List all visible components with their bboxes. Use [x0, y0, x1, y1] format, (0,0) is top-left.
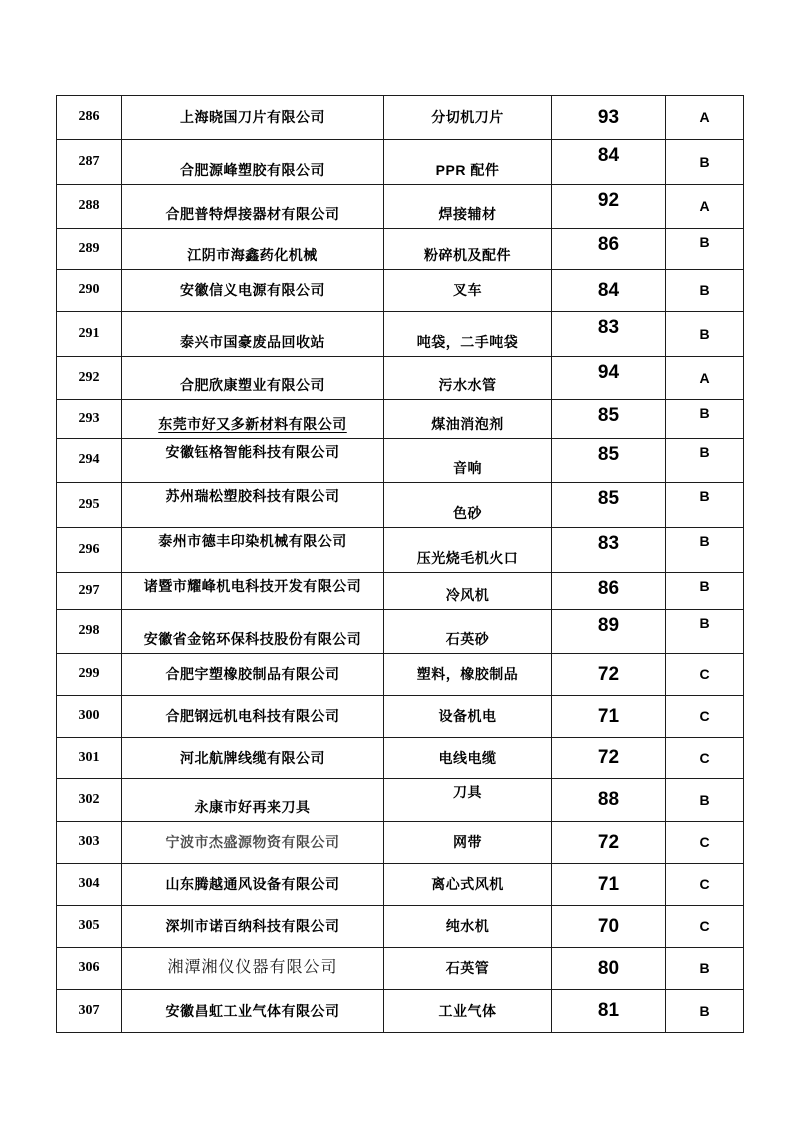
row-number-cell: 291: [57, 312, 122, 357]
score-cell: 88: [552, 779, 666, 822]
row-number-cell: 295: [57, 483, 122, 528]
grade-cell: B: [666, 948, 744, 990]
grade-cell: C: [666, 696, 744, 738]
grade-cell: B: [666, 610, 744, 654]
row-number-cell: 293: [57, 400, 122, 439]
product-cell: 刀具: [384, 779, 552, 822]
score-cell: 85: [552, 400, 666, 439]
table-row: [57, 779, 744, 822]
grade-cell: B: [666, 400, 744, 439]
product-cell: 焊接辅材: [384, 185, 552, 229]
table-row: [57, 990, 744, 1033]
score-cell: 84: [552, 270, 666, 312]
score-cell: 94: [552, 357, 666, 400]
product-cell: 音响: [384, 439, 552, 483]
product-cell: 石英管: [384, 948, 552, 990]
row-number-cell: 288: [57, 185, 122, 229]
row-number-cell: 306: [57, 948, 122, 990]
table-row: [57, 357, 744, 400]
score-cell: 81: [552, 990, 666, 1033]
score-cell: 83: [552, 528, 666, 573]
table-row: [57, 864, 744, 906]
product-cell: 色砂: [384, 483, 552, 528]
grade-cell: B: [666, 779, 744, 822]
product-cell: 网带: [384, 822, 552, 864]
row-number-cell: 289: [57, 229, 122, 270]
grade-cell: B: [666, 573, 744, 610]
table-row: [57, 610, 744, 654]
grade-cell: C: [666, 654, 744, 696]
grade-cell: A: [666, 357, 744, 400]
table-body: [57, 96, 744, 1033]
company-cell: 苏州瑞松塑胶科技有限公司: [122, 483, 384, 528]
score-cell: 72: [552, 654, 666, 696]
grade-cell: C: [666, 864, 744, 906]
table-row: [57, 696, 744, 738]
supplier-rating-table: [56, 95, 744, 1033]
table-row: [57, 654, 744, 696]
grade-cell: B: [666, 312, 744, 357]
row-number-cell: 304: [57, 864, 122, 906]
product-cell: 石英砂: [384, 610, 552, 654]
grade-cell: B: [666, 439, 744, 483]
company-cell: 江阴市海鑫药化机械: [122, 229, 384, 270]
product-cell: 叉车: [384, 270, 552, 312]
score-cell: 84: [552, 140, 666, 185]
row-number-cell: 296: [57, 528, 122, 573]
grade-cell: B: [666, 140, 744, 185]
row-number-cell: 290: [57, 270, 122, 312]
grade-cell: C: [666, 906, 744, 948]
table-row: [57, 140, 744, 185]
grade-cell: A: [666, 185, 744, 229]
score-cell: 86: [552, 229, 666, 270]
company-cell: 山东腾越通风设备有限公司: [122, 864, 384, 906]
company-cell: 合肥钢远机电科技有限公司: [122, 696, 384, 738]
grade-cell: B: [666, 270, 744, 312]
row-number-cell: 305: [57, 906, 122, 948]
table-row: [57, 439, 744, 483]
row-number-cell: 286: [57, 96, 122, 140]
score-cell: 71: [552, 696, 666, 738]
grade-cell: B: [666, 528, 744, 573]
product-cell: 分切机刀片: [384, 96, 552, 140]
product-cell: 离心式风机: [384, 864, 552, 906]
company-cell: 湘潭湘仪仪器有限公司: [122, 948, 384, 990]
score-cell: 70: [552, 906, 666, 948]
table-row: [57, 906, 744, 948]
grade-cell: B: [666, 483, 744, 528]
grade-cell: B: [666, 229, 744, 270]
product-cell: 吨袋，二手吨袋: [384, 312, 552, 357]
product-cell: 设备机电: [384, 696, 552, 738]
table-row: [57, 270, 744, 312]
score-cell: 86: [552, 573, 666, 610]
table-row: [57, 738, 744, 779]
company-cell: 安徽信义电源有限公司: [122, 270, 384, 312]
table-row: [57, 229, 744, 270]
company-cell: 泰兴市国豪废品回收站: [122, 312, 384, 357]
row-number-cell: 292: [57, 357, 122, 400]
score-cell: 80: [552, 948, 666, 990]
row-number-cell: 303: [57, 822, 122, 864]
company-cell: 安徽昌虹工业气体有限公司: [122, 990, 384, 1033]
company-cell: 泰州市德丰印染机械有限公司: [122, 528, 384, 573]
company-cell: 合肥普特焊接器材有限公司: [122, 185, 384, 229]
table-row: [57, 185, 744, 229]
company-cell: 安徽省金铭环保科技股份有限公司: [122, 610, 384, 654]
score-cell: 72: [552, 822, 666, 864]
grade-cell: A: [666, 96, 744, 140]
table-row: [57, 400, 744, 439]
table-row: [57, 528, 744, 573]
row-number-cell: 307: [57, 990, 122, 1033]
product-cell: 煤油消泡剂: [384, 400, 552, 439]
row-number-cell: 302: [57, 779, 122, 822]
company-cell: 东莞市好又多新材料有限公司: [122, 400, 384, 439]
table-row: [57, 312, 744, 357]
product-cell: 压光烧毛机火口: [384, 528, 552, 573]
score-cell: 71: [552, 864, 666, 906]
product-cell: PPR 配件: [384, 140, 552, 185]
table-row: [57, 948, 744, 990]
score-cell: 83: [552, 312, 666, 357]
company-cell: 永康市好再来刀具: [122, 779, 384, 822]
score-cell: 93: [552, 96, 666, 140]
company-cell: 合肥欣康塑业有限公司: [122, 357, 384, 400]
row-number-cell: 300: [57, 696, 122, 738]
row-number-cell: 301: [57, 738, 122, 779]
product-cell: 工业气体: [384, 990, 552, 1033]
table-row: [57, 96, 744, 140]
company-cell: 深圳市诺百纳科技有限公司: [122, 906, 384, 948]
row-number-cell: 297: [57, 573, 122, 610]
company-cell: 安徽钰格智能科技有限公司: [122, 439, 384, 483]
company-cell: 宁波市杰盛源物资有限公司: [122, 822, 384, 864]
score-cell: 92: [552, 185, 666, 229]
score-cell: 85: [552, 483, 666, 528]
row-number-cell: 294: [57, 439, 122, 483]
table-row: [57, 822, 744, 864]
score-cell: 72: [552, 738, 666, 779]
table-row: [57, 483, 744, 528]
grade-cell: C: [666, 822, 744, 864]
company-cell: 合肥宇塑橡胶制品有限公司: [122, 654, 384, 696]
grade-cell: B: [666, 990, 744, 1033]
score-cell: 85: [552, 439, 666, 483]
product-cell: 冷风机: [384, 573, 552, 610]
row-number-cell: 287: [57, 140, 122, 185]
product-cell: 电线电缆: [384, 738, 552, 779]
score-cell: 89: [552, 610, 666, 654]
company-cell: 诸暨市耀峰机电科技开发有限公司: [122, 573, 384, 610]
product-cell: 纯水机: [384, 906, 552, 948]
product-cell: 粉碎机及配件: [384, 229, 552, 270]
company-cell: 合肥源峰塑胶有限公司: [122, 140, 384, 185]
company-cell: 上海晓国刀片有限公司: [122, 96, 384, 140]
company-cell: 河北航牌线缆有限公司: [122, 738, 384, 779]
product-cell: 污水水管: [384, 357, 552, 400]
row-number-cell: 299: [57, 654, 122, 696]
table-row: [57, 573, 744, 610]
row-number-cell: 298: [57, 610, 122, 654]
product-cell: 塑料，橡胶制品: [384, 654, 552, 696]
grade-cell: C: [666, 738, 744, 779]
